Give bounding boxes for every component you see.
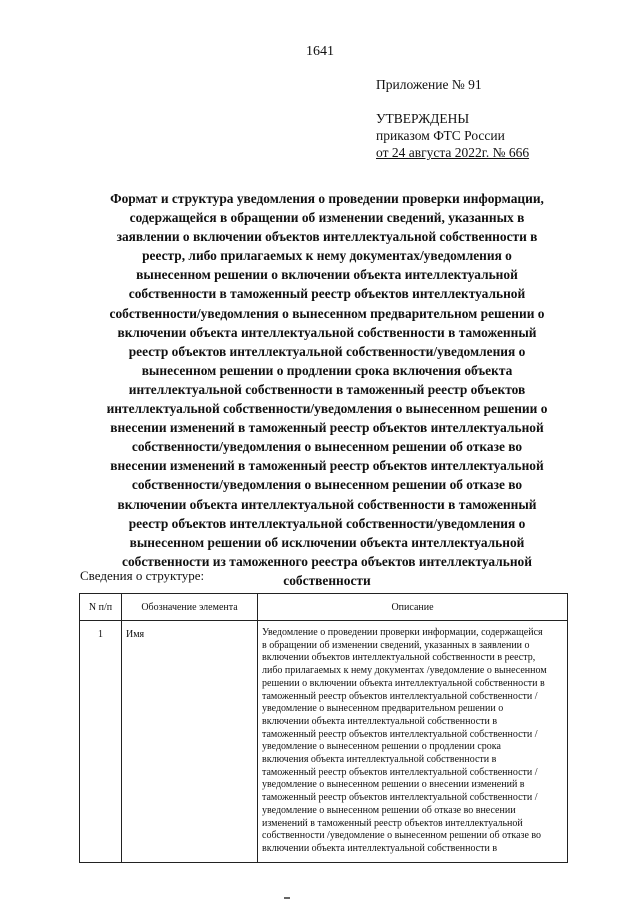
description-line: включении объекта интеллектуальной собственности в [262, 715, 498, 727]
row-number: 1 [80, 621, 122, 863]
title-line: интеллектуальной собственности в таможенный реестр объектов [128, 381, 526, 397]
title-line: заявлении о включении объектов интеллектуальной собственности в [116, 229, 538, 245]
description-line: решении о включении объекта интеллектуальной собственности в [262, 677, 545, 689]
title-line: собственности/уведомления о вынесенном решении об отказе во [131, 439, 523, 455]
description-line: включении объекта интеллектуальной собственности в [262, 842, 498, 854]
description-line: в обращении об изменении сведений, указанных в заявлении о [262, 639, 530, 651]
description-line: собственности /уведомление о вынесенном решении об отказе во [262, 830, 542, 842]
title-line: вынесенном решении о продлении срока включения объекта [141, 362, 513, 378]
title-line: вынесенном решении об исключении объекта интеллектуальной [129, 534, 525, 550]
row-description [258, 621, 568, 863]
description-line: уведомление о вынесенном решении о внесении изменений в [262, 779, 525, 791]
title-line: включении объекта интеллектуальной собственности в таможенный [117, 324, 537, 340]
description-line: таможенный реестр объектов интеллектуальной собственности / [262, 766, 538, 778]
description-line: уведомление о вынесенном решении о продлении срока [262, 741, 501, 753]
structure-caption: Сведения о структуре: [80, 568, 205, 583]
title-line: внесении изменений в таможенный реестр объектов интеллектуальной [110, 458, 544, 474]
appendix-label: Приложение № 91 [376, 77, 482, 92]
description-line: таможенный реестр объектов интеллектуальной собственности / [262, 728, 538, 740]
scan-artifact [284, 897, 290, 899]
description-line: Уведомление о проведении проверки информации, содержащейся [262, 627, 543, 638]
structure-table [79, 593, 568, 863]
title-line: содержащейся в обращении об изменении сведений, указанных в [129, 210, 525, 226]
title-line: реестр, либо прилагаемых к нему документах/уведомления о [142, 248, 512, 264]
description-line: уведомление о вынесенном предварительном решении о [262, 703, 504, 715]
title-line: реестр объектов интеллектуальной собственности/уведомления о [128, 515, 526, 531]
description-line: изменений в таможенный реестр объектов интеллектуальной [262, 817, 523, 829]
page-number: 1641 [306, 44, 334, 59]
row-element: Имя [122, 621, 258, 863]
title-line: собственности/уведомления о вынесенном решении об отказе во [131, 477, 523, 493]
order-label: приказом ФТС России [376, 128, 505, 143]
description-line: включении объектов интеллектуальной собственности в реестр, [262, 652, 536, 664]
approved-label: УТВЕРЖДЕНЫ [376, 111, 470, 126]
title-line: внесении изменений в таможенный реестр объектов интеллектуальной [110, 420, 544, 436]
order-date: от 24 августа 2022г. № 666 [376, 145, 530, 160]
header-element: Обозначение элемента [122, 594, 258, 621]
header-number: N п/п [80, 594, 122, 621]
description-line: уведомление о вынесенном решении об отказе во внесении [262, 804, 516, 816]
description-line: либо прилагаемых к нему документах /уведомление о вынесенном [262, 665, 547, 677]
description-line: таможенный реестр объектов интеллектуальной собственности / [262, 792, 538, 804]
description-line: таможенный реестр объектов интеллектуальной собственности / [262, 690, 538, 702]
description-line: включения объекта интеллектуальной собственности в [262, 754, 497, 766]
table-header-row [80, 594, 568, 621]
document-title [78, 189, 576, 590]
title-line: Формат и структура уведомления о проведении проверки информации, [110, 191, 544, 206]
title-line: вынесенном решении о включении объекта интеллектуальной [136, 267, 518, 283]
title-line: собственности/уведомления о вынесенном предварительном решении о [109, 305, 545, 321]
title-line: собственности в таможенный реестр объектов интеллектуальной [128, 286, 526, 302]
title-line: реестр объектов интеллектуальной собственности/уведомления о [128, 343, 526, 359]
header-description: Описание [258, 594, 568, 621]
title-line: собственности из таможенного реестра объектов интеллектуальной [122, 553, 532, 569]
title-line: включении объекта интеллектуальной собственности в таможенный [117, 496, 537, 512]
title-line: интеллектуальной собственности/уведомления о вынесенном решении о [106, 401, 548, 417]
title-line: собственности [283, 572, 371, 588]
approval-block [376, 76, 529, 161]
table-row [80, 621, 568, 863]
